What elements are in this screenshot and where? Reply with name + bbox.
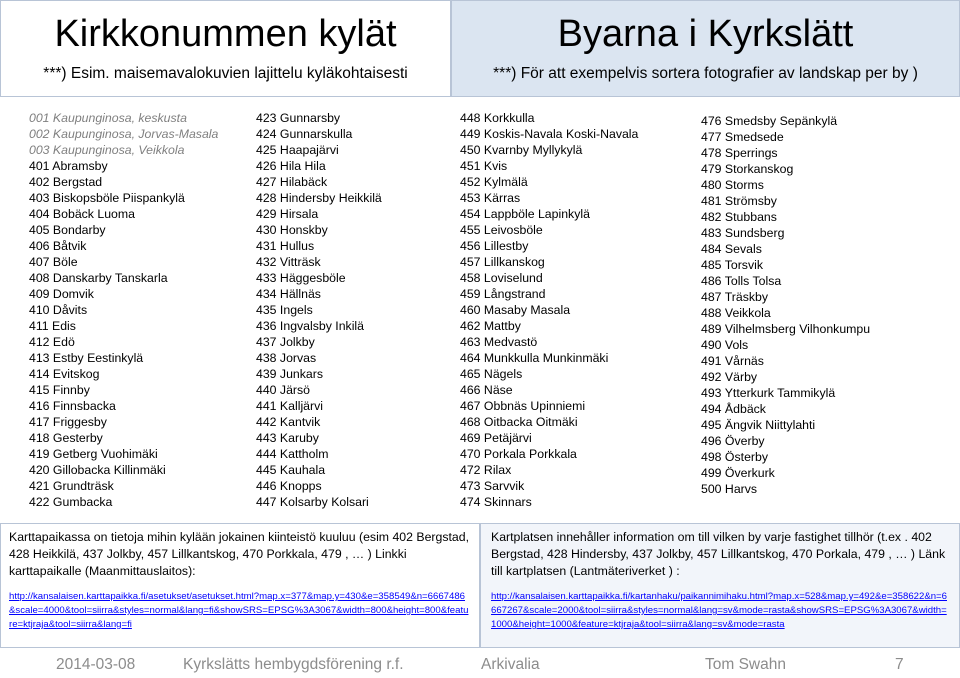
village-item: 436 Ingvalsby Inkilä (256, 319, 365, 333)
village-item: 485 Torsvik (701, 258, 763, 272)
village-item: 432 Vitträsk (256, 255, 321, 269)
village-item: 474 Skinnars (460, 495, 532, 509)
info-text-finnish: Karttapaikassa on tietoja mihin kylään jokainen kiinteistö kuuluu (esim 402 Bergstad, 428 Heikkilä, 437 Jolkby, 457 Lillkantskog, 470 Porkkala, 479 , … ) Linkki karttapaikalle (Maanmittauslaitos): (9, 530, 470, 578)
village-item: 472 Rilax (460, 463, 512, 477)
village-item: 494 Ådbäck (701, 402, 766, 416)
village-item: 465 Nägels (460, 367, 523, 381)
village-item: 442 Kantvik (256, 415, 321, 429)
village-list-column-3 (460, 110, 638, 510)
village-item: 408 Danskarby Tanskarla (29, 271, 168, 285)
village-item: 451 Kvis (460, 159, 508, 173)
village-item: 413 Estby Eestinkylä (29, 351, 144, 365)
village-item: 495 Ängvik Niittylahti (701, 418, 816, 432)
village-item: 462 Mattby (460, 319, 521, 333)
village-item: 406 Båtvik (29, 239, 87, 253)
village-item: 410 Dåvits (29, 303, 88, 317)
village-item: 446 Knopps (256, 479, 322, 493)
village-item: 470 Porkala Porkkala (460, 447, 577, 461)
village-item: 486 Tolls Tolsa (701, 274, 782, 288)
village-item: 452 Kylmälä (460, 175, 528, 189)
village-item: 401 Abramsby (29, 159, 108, 173)
info-text-swedish: Kartplatsen innehåller information om till vilken by varje fastighet tillhör (t.ex . 402 Bergstad, 428 Hindersby, 437 Jolkby, 457 Lillkantskog, 470 Porkala, 479 , … ) Länk till kartplatsen (Lantmäteriverket ) : (491, 530, 946, 578)
village-item: 419 Getberg Vuohimäki (29, 447, 158, 461)
subtitle-finnish: ***) Esim. maisemavalokuvien lajittelu kyläkohtaisesti (43, 65, 408, 82)
village-item: 456 Lillestby (460, 239, 529, 253)
village-item: 414 Evitskog (29, 367, 100, 381)
village-item: 487 Träskby (701, 290, 768, 304)
village-item: 429 Hirsala (256, 207, 319, 221)
village-item: 478 Sperrings (701, 146, 778, 160)
village-item: 423 Gunnarsby (256, 111, 341, 125)
village-item: 440 Järsö (256, 383, 311, 397)
village-item: 479 Storkanskog (701, 162, 794, 176)
village-item: 491 Vårnäs (701, 354, 764, 368)
village-item: 437 Jolkby (256, 335, 315, 349)
title-swedish: Byarna i Kyrkslätt (557, 13, 854, 55)
village-item: 428 Hindersby Heikkilä (256, 191, 382, 205)
village-item: 467 Obbnäs Upinniemi (460, 399, 586, 413)
village-item: 466 Näse (460, 383, 513, 397)
village-item: 488 Veikkola (701, 306, 771, 320)
village-item: 448 Korkkulla (460, 111, 535, 125)
village-item: 001 Kaupunginosa, keskusta (29, 111, 187, 125)
village-item: 457 Lillkanskog (460, 255, 545, 269)
village-item: 003 Kaupunginosa, Veikkola (29, 143, 185, 157)
village-item: 499 Överkurk (701, 466, 775, 480)
village-item: 469 Petäjärvi (460, 431, 532, 445)
village-item: 493 Ytterkurk Tammikylä (701, 386, 836, 400)
village-item: 404 Bobäck Luoma (29, 207, 135, 221)
footer (0, 652, 960, 678)
village-item: 405 Bondarby (29, 223, 106, 237)
village-item: 498 Österby (701, 450, 768, 464)
village-item: 431 Hullus (256, 239, 315, 253)
village-item: 403 Biskopsböle Piispankylä (29, 191, 185, 205)
village-item: 481 Strömsby (701, 194, 777, 208)
village-list-column-1 (29, 110, 218, 510)
footer-page-number: 7 (895, 656, 904, 673)
map-link-swedish[interactable]: http://kansalaisen.karttapaikka.fi/kartanhaku/paikannimihaku.html?map.x=528&map.y=492&e=358622&n=6667267&scale=2000&tool=siirra&styles=normal&lang=sv&mode=rasta&showSRS=EPSG%3A3067&width=1000&height=1000&feature=ktjraja&tool=siirra&lang=sv&mode=rasta (491, 591, 947, 630)
village-item: 454 Lappböle Lapinkylä (460, 207, 590, 221)
village-item: 412 Edö (29, 335, 75, 349)
village-item: 458 Loviselund (460, 271, 543, 285)
subtitle-swedish: ***) För att exempelvis sortera fotografier av landskap per by ) (493, 65, 918, 82)
village-item: 422 Gumbacka (29, 495, 113, 509)
footer-archive: Arkivalia (481, 656, 540, 673)
header-finnish (0, 0, 451, 97)
village-item: 477 Smedsede (701, 130, 784, 144)
village-item: 433 Häggesböle (256, 271, 346, 285)
village-item: 430 Honskby (256, 223, 328, 237)
village-item: 443 Karuby (256, 431, 319, 445)
village-list-column-2 (256, 110, 382, 510)
village-item: 500 Harvs (701, 482, 758, 496)
village-item: 455 Leivosböle (460, 223, 543, 237)
info-box-swedish (480, 523, 960, 648)
village-item: 402 Bergstad (29, 175, 103, 189)
village-item: 489 Vilhelmsberg Vilhonkumpu (701, 322, 871, 336)
title-finnish: Kirkkonummen kylät (54, 13, 397, 55)
village-item: 435 Ingels (256, 303, 313, 317)
village-item: 468 Oitbacka Oitmäki (460, 415, 578, 429)
village-item: 421 Grundträsk (29, 479, 114, 493)
village-item: 417 Friggesby (29, 415, 107, 429)
village-list-column-4 (701, 113, 870, 497)
village-item: 445 Kauhala (256, 463, 326, 477)
village-item: 407 Böle (29, 255, 78, 269)
village-item: 480 Storms (701, 178, 764, 192)
village-item: 483 Sundsberg (701, 226, 785, 240)
village-item: 447 Kolsarby Kolsari (256, 495, 369, 509)
map-link-finnish[interactable]: http://kansalaisen.karttapaikka.fi/asetukset/asetukset.html?map.x=377&map.y=430&e=358549&n=6667486&scale=4000&tool=siirra&styles=normal&lang=fi&showSRS=EPSG%3A3067&width=800&height=800&feature=ktjraja&tool=siirra&lang=fi (9, 591, 469, 630)
village-item: 496 Överby (701, 434, 765, 448)
village-item: 434 Hällnäs (256, 287, 321, 301)
header-swedish (451, 0, 960, 97)
village-item: 476 Smedsby Sepänkylä (701, 114, 838, 128)
village-item: 420 Gillobacka Killinmäki (29, 463, 166, 477)
village-item: 459 Långstrand (460, 287, 546, 301)
village-item: 460 Masaby Masala (460, 303, 571, 317)
village-item: 411 Edis (29, 319, 76, 333)
village-item: 418 Gesterby (29, 431, 103, 445)
village-item: 449 Koskis-Navala Koski-Navala (460, 127, 639, 141)
village-item: 002 Kaupunginosa, Jorvas-Masala (29, 127, 219, 141)
village-item: 425 Haapajärvi (256, 143, 339, 157)
village-item: 427 Hilabäck (256, 175, 328, 189)
village-item: 450 Kvarnby Myllykylä (460, 143, 583, 157)
footer-author: Tom Swahn (705, 656, 786, 673)
village-item: 438 Jorvas (256, 351, 317, 365)
village-item: 441 Kalljärvi (256, 399, 323, 413)
village-item: 484 Sevals (701, 242, 762, 256)
village-item: 464 Munkkulla Munkinmäki (460, 351, 609, 365)
village-item: 415 Finnby (29, 383, 90, 397)
village-item: 409 Domvik (29, 287, 94, 301)
village-item: 444 Kattholm (256, 447, 329, 461)
village-item: 439 Junkars (256, 367, 323, 381)
footer-date: 2014-03-08 (56, 656, 136, 673)
footer-organization: Kyrkslätts hembygdsförening r.f. (183, 656, 404, 673)
village-item: 482 Stubbans (701, 210, 777, 224)
village-item: 492 Värby (701, 370, 758, 384)
village-item: 426 Hila Hila (256, 159, 326, 173)
village-item: 463 Medvastö (460, 335, 538, 349)
village-item: 453 Kärras (460, 191, 521, 205)
info-box-finnish (0, 523, 480, 648)
village-item: 416 Finnsbacka (29, 399, 116, 413)
village-item: 424 Gunnarskulla (256, 127, 353, 141)
village-item: 490 Vols (701, 338, 749, 352)
village-item: 473 Sarvvik (460, 479, 525, 493)
